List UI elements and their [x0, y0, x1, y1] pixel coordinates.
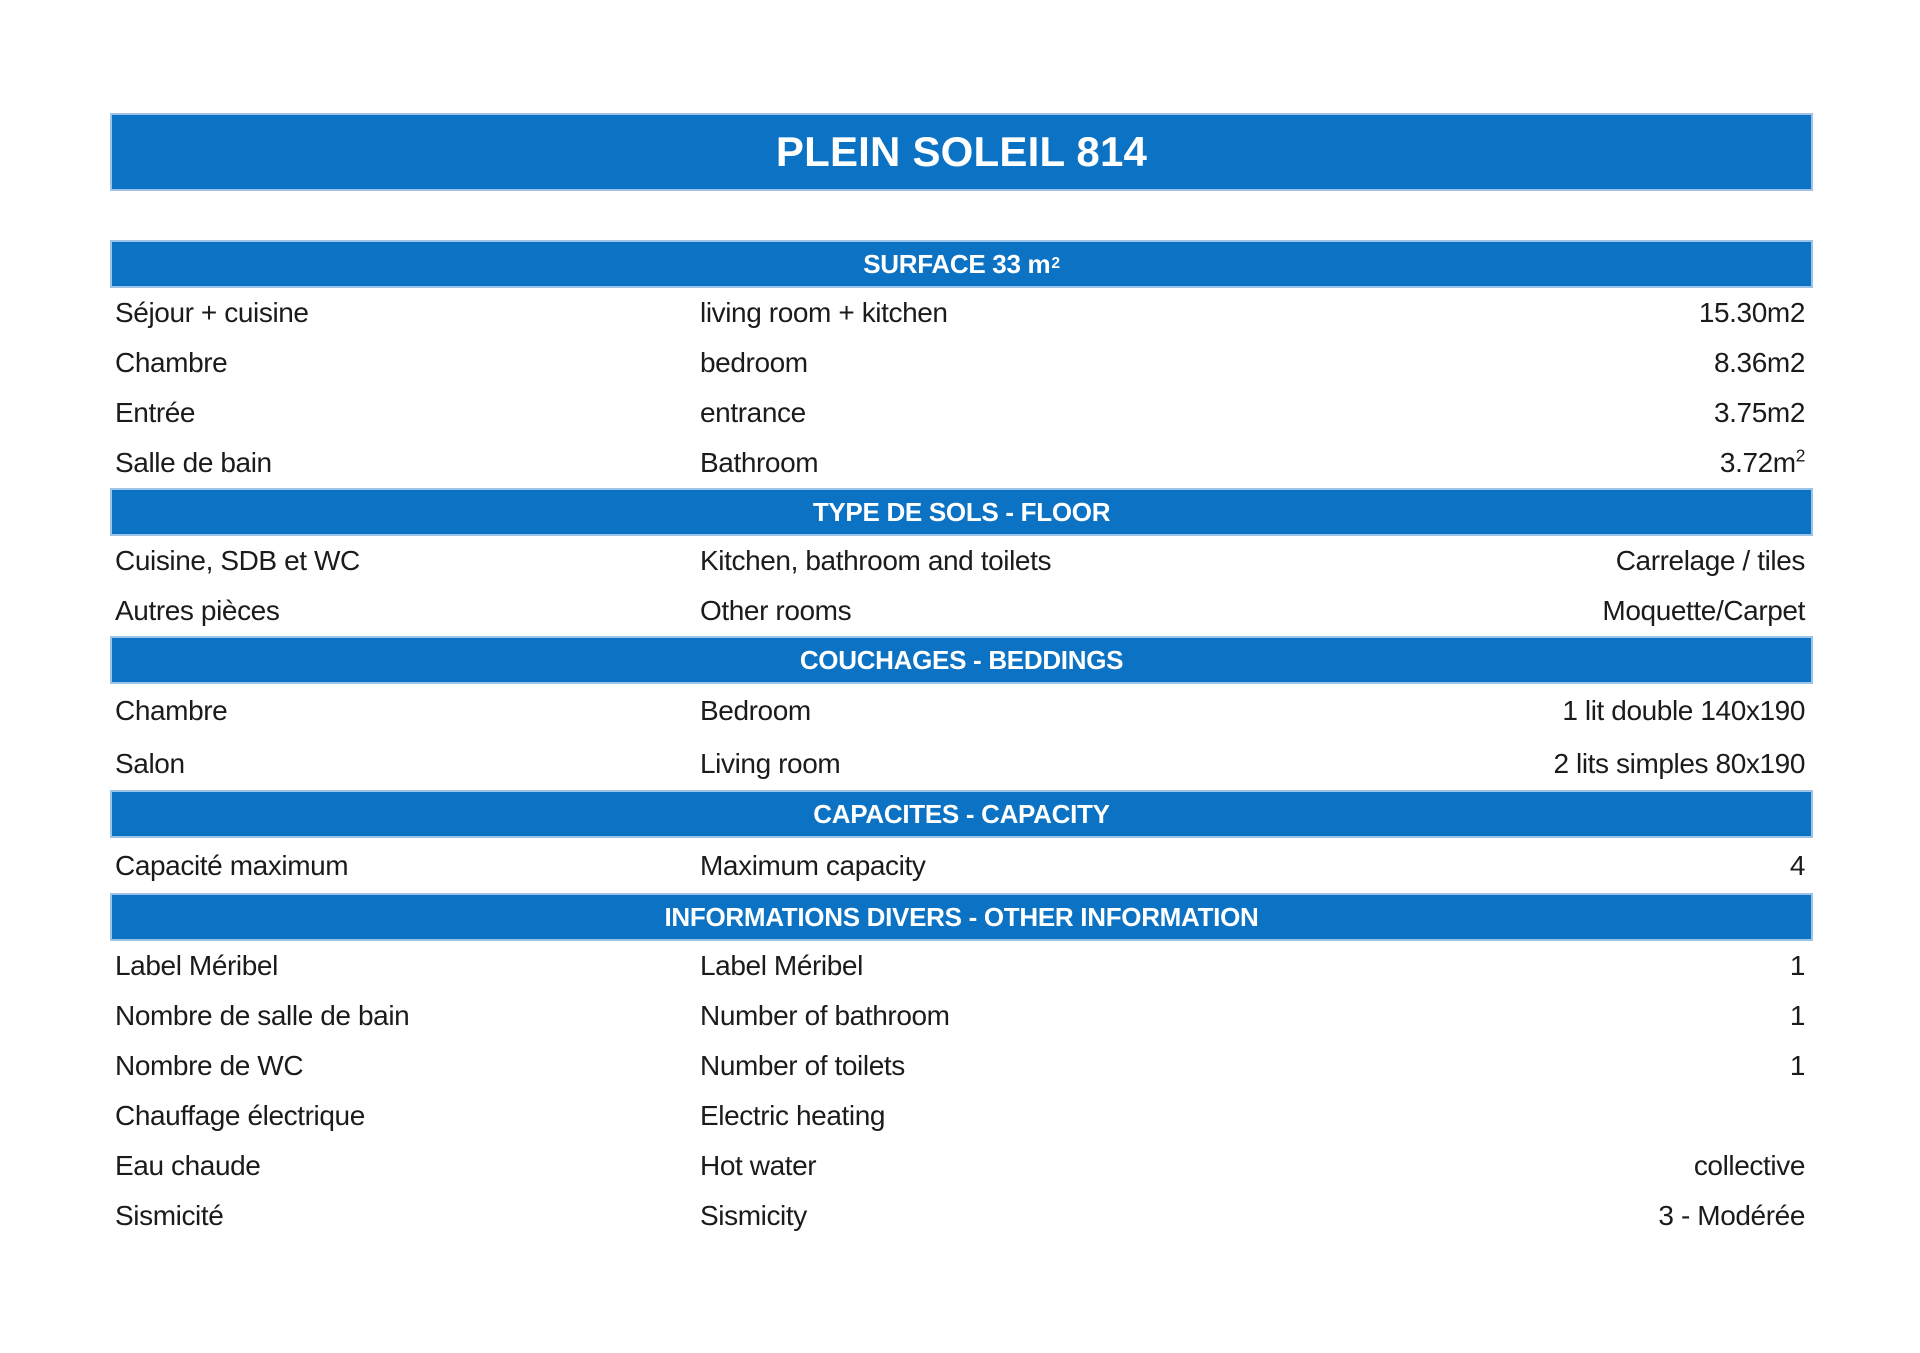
row-salle-de-bain [110, 438, 1813, 488]
cell-value: 3 - Modérée [1658, 1200, 1805, 1231]
cell-value: 1 [1789, 950, 1805, 981]
cell-french: Sismicité [115, 1200, 224, 1231]
section-header-text: TYPE DE SOLS - FLOOR [812, 496, 1111, 527]
cell-english: Bathroom [700, 447, 819, 478]
row-entree [110, 388, 1813, 438]
cell-french: Chambre [115, 347, 228, 378]
title-gap [110, 191, 1813, 240]
cell-french: Nombre de WC [115, 1050, 304, 1081]
cell-french: Autres pièces [115, 595, 280, 626]
cell-english: entrance [700, 397, 806, 428]
row-capacite-maximum [110, 838, 1813, 893]
cell-english: Number of bathroom [700, 1000, 950, 1031]
cell-french: Salle de bain [115, 447, 272, 478]
cell-value: collective [1693, 1150, 1805, 1181]
row-nombre-wc [110, 1041, 1813, 1091]
cell-value: 8.36m2 [1714, 347, 1805, 378]
cell-french: Entrée [115, 397, 196, 428]
cell-english: Kitchen, bathroom and toilets [700, 545, 1052, 576]
cell-english: living room + kitchen [700, 297, 948, 328]
section-header-surface: SURFACE 33 m 2 [110, 240, 1813, 288]
row-sejour-cuisine [110, 288, 1813, 338]
row-nombre-salle-de-bain [110, 991, 1813, 1041]
row-autres-pieces [110, 586, 1813, 636]
section-header-text: INFORMATIONS DIVERS - OTHER INFORMATION [664, 901, 1259, 932]
page-title-text: PLEIN SOLEIL 814 [775, 128, 1148, 175]
section-header-text: COUCHAGES - BEDDINGS [799, 644, 1124, 675]
section-beddings [110, 636, 1813, 790]
cell-english: bedroom [700, 347, 808, 378]
cell-value: Moquette/Carpet [1602, 595, 1805, 626]
cell-english: Bedroom [700, 694, 811, 726]
section-header-beddings [110, 636, 1813, 684]
cell-french: Label Méribel [115, 950, 278, 981]
cell-english: Label Méribel [700, 950, 863, 981]
superscript: 2 [1795, 445, 1805, 466]
cell-english: Sismicity [700, 1200, 807, 1231]
cell-value: 2 lits simples 80x190 [1553, 747, 1805, 779]
cell-french: Eau chaude [115, 1150, 261, 1181]
row-salon-bedding [110, 737, 1813, 790]
section-header-text: CAPACITES - CAPACITY [813, 798, 1110, 829]
row-chambre-surface [110, 338, 1813, 388]
cell-value: 1 [1789, 1050, 1805, 1081]
cell-french: Nombre de salle de bain [115, 1000, 410, 1031]
cell-value: 4 [1789, 849, 1805, 881]
cell-french: Séjour + cuisine [115, 297, 309, 328]
cell-value: 15.30m2 [1698, 297, 1805, 328]
section-floor-type [110, 488, 1813, 636]
cell-english: Other rooms [700, 595, 852, 626]
section-header-capacity [110, 790, 1813, 838]
row-chauffage-electrique [110, 1091, 1813, 1141]
section-surface [110, 240, 1813, 488]
cell-english: Electric heating [700, 1100, 886, 1131]
row-sismicite [110, 1191, 1813, 1241]
cell-english: Hot water [700, 1150, 817, 1181]
cell-english: Living room [700, 747, 841, 779]
row-cuisine-sdb-wc [110, 536, 1813, 586]
row-label-meribel [110, 941, 1813, 991]
section-other-information [110, 893, 1813, 1241]
cell-value: 1 [1789, 1000, 1805, 1031]
cell-english: Number of toilets [700, 1050, 905, 1081]
cell-french: Cuisine, SDB et WC [115, 545, 360, 576]
cell-value: 1 lit double 140x190 [1562, 694, 1805, 726]
cell-french: Chambre [115, 694, 228, 726]
cell-english: Maximum capacity [700, 849, 926, 881]
property-info-sheet [110, 113, 1813, 1241]
section-header-other-information [110, 893, 1813, 941]
cell-french: Capacité maximum [115, 849, 349, 881]
row-chambre-bedding [110, 684, 1813, 737]
section-capacity [110, 790, 1813, 893]
cell-french: Chauffage électrique [115, 1100, 365, 1131]
cell-value: 3.75m2 [1714, 397, 1805, 428]
page-title [110, 113, 1813, 191]
cell-french: Salon [115, 747, 185, 779]
row-eau-chaude [110, 1141, 1813, 1191]
cell-value: Carrelage / tiles [1615, 545, 1805, 576]
section-header-floor-type [110, 488, 1813, 536]
cell-value: $3.72m^2$ [1719, 445, 1805, 478]
section-header-text: SURFACE 33 m [863, 248, 1051, 279]
